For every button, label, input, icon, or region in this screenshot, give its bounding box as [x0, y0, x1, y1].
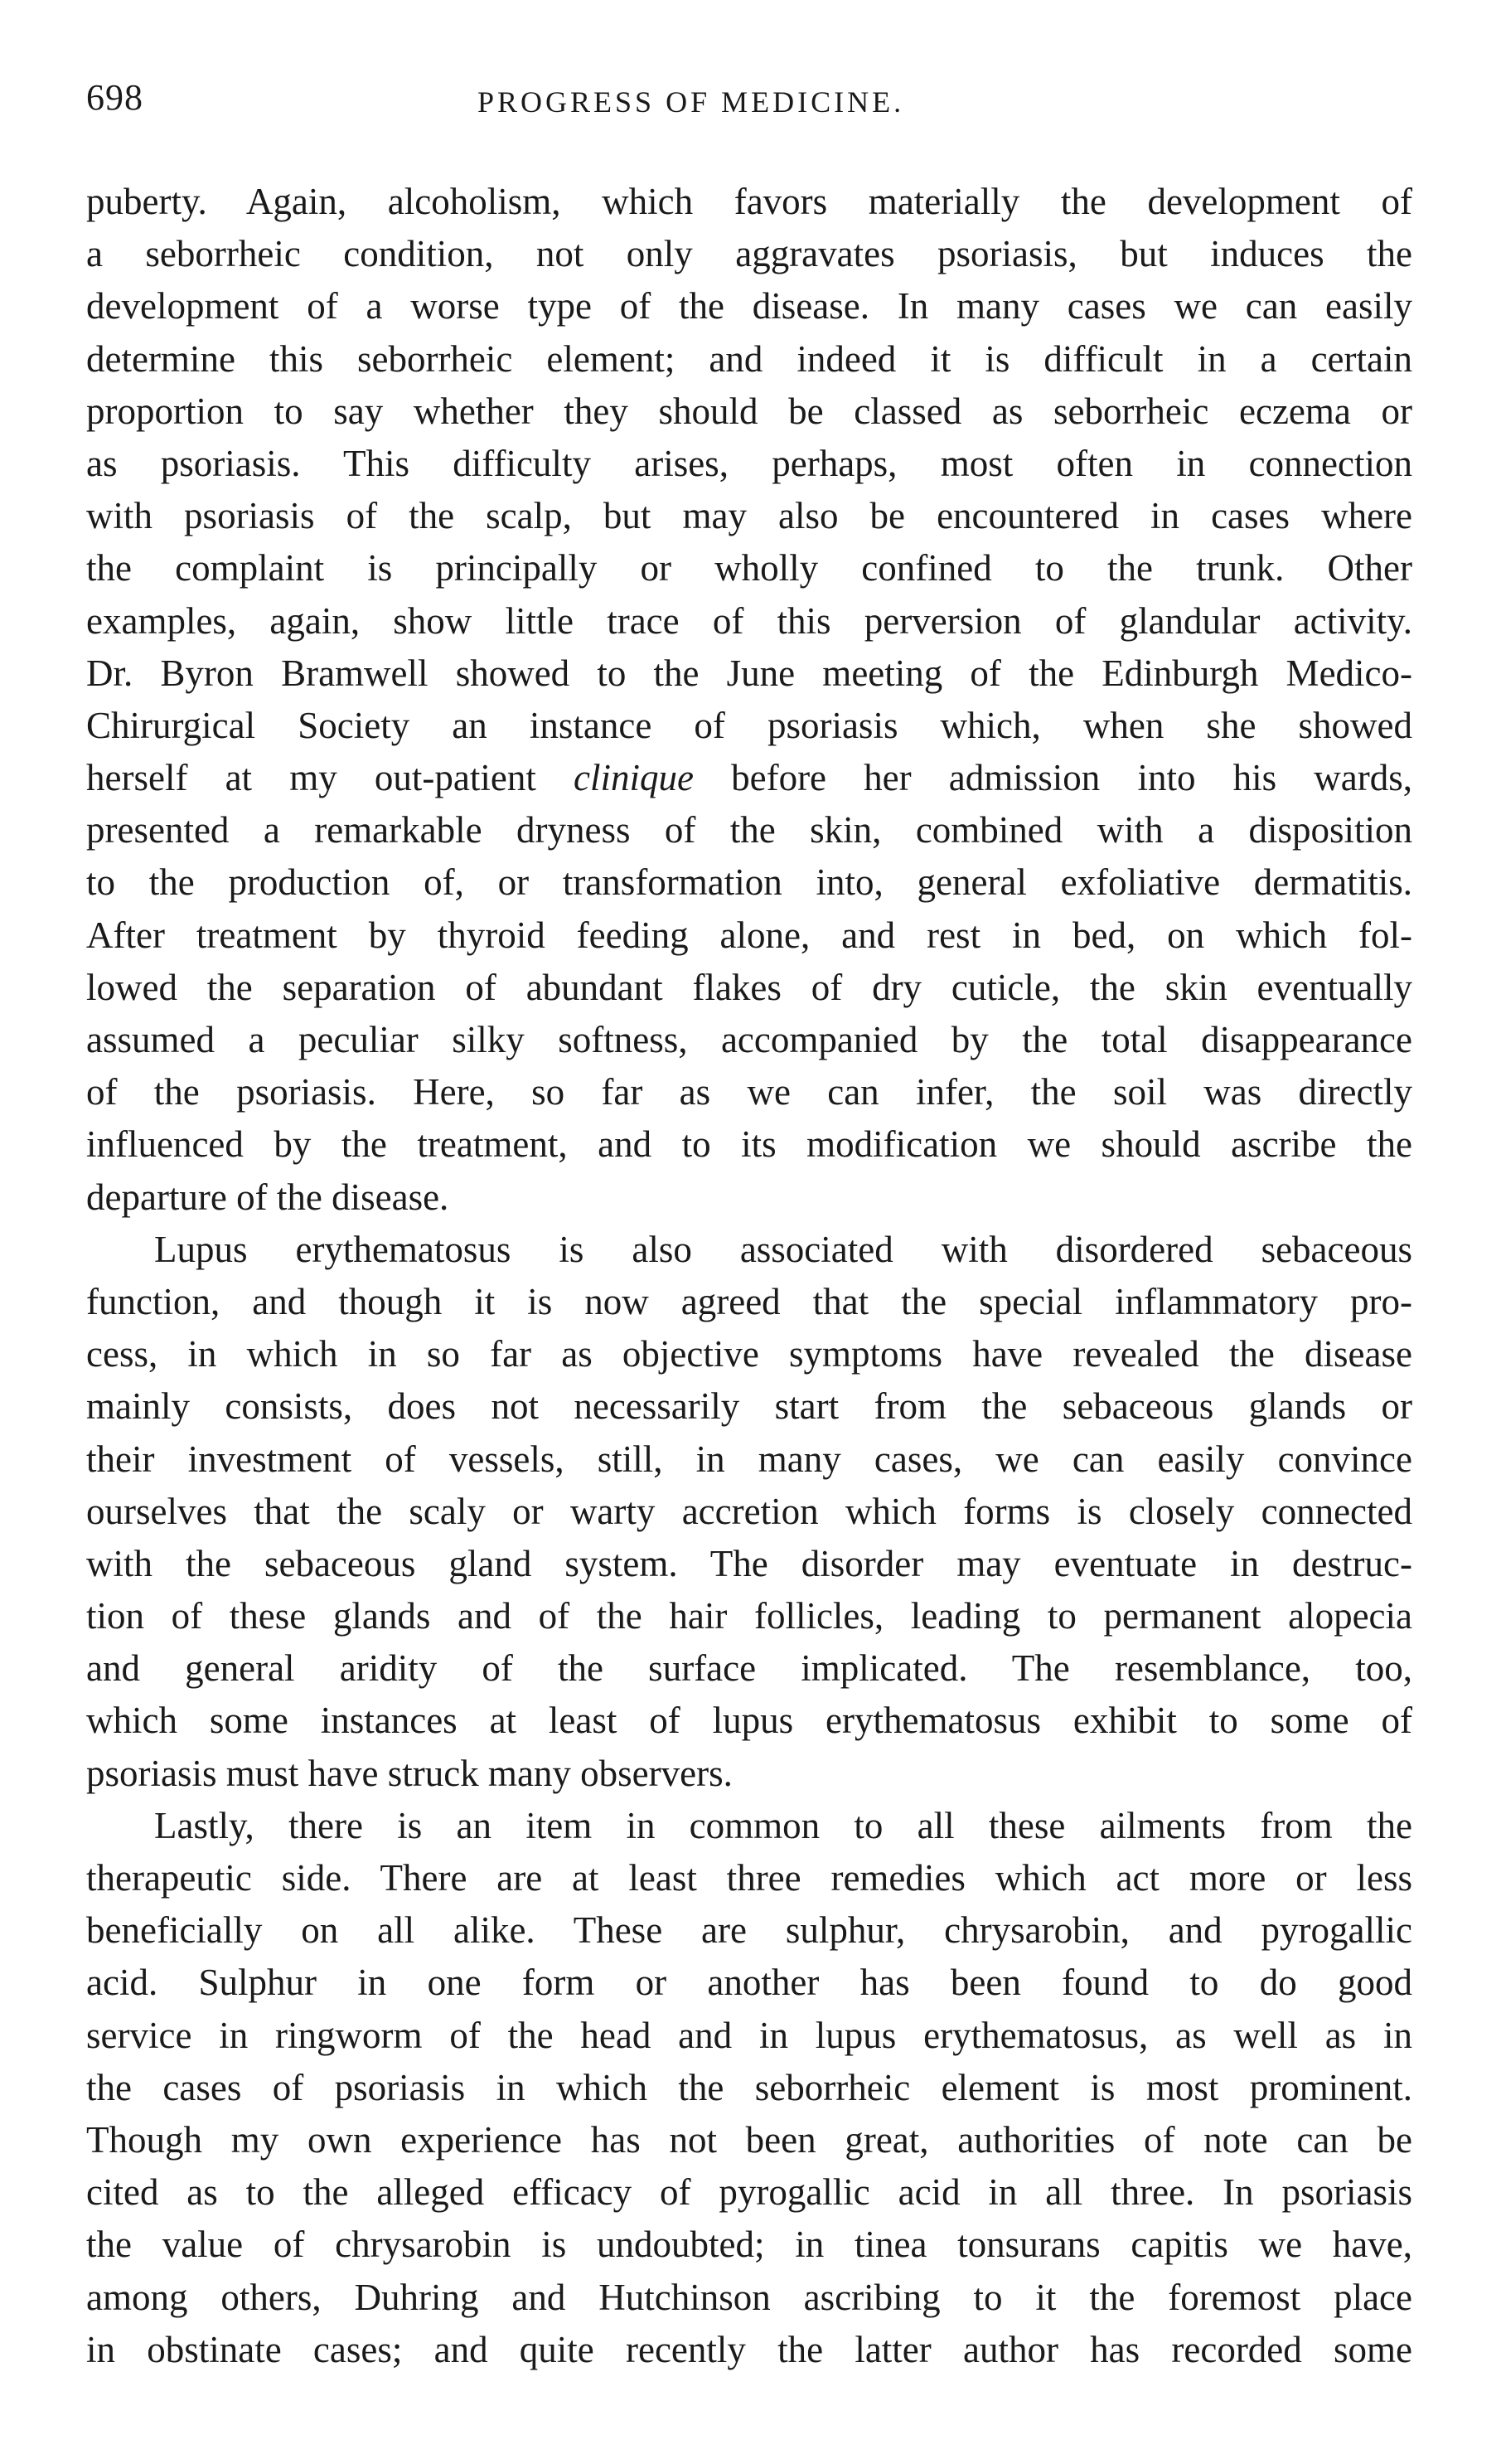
text-line: puberty. Again, alcoholism, which favors materially the development of	[86, 181, 1412, 222]
text-line: presented a remarkable dryness of the skin, combined with a disposition	[86, 809, 1412, 851]
text-line-with-italic: herself at my out-patient clinique before her admission into his wards,	[86, 757, 1412, 799]
text-line: psoriasis must have struck many observers.	[86, 1752, 733, 1794]
text-line: among others, Duhring and Hutchinson ascribing to it the foremost place	[86, 2276, 1412, 2318]
text-line: mainly consists, does not necessarily start from the sebaceous glands or	[86, 1385, 1412, 1428]
italic-word: clinique	[573, 757, 694, 799]
text-line: influenced by the treatment, and to its modification we should ascribe the	[86, 1123, 1412, 1166]
text-line: the value of chrysarobin is undoubted; in tinea tonsurans capitis we have,	[86, 2224, 1412, 2266]
text-line: of the psoriasis. Here, so far as we can infer, the soil was directly	[86, 1071, 1412, 1113]
text-line: Though my own experience has not been great, authorities of note can be	[86, 2118, 1412, 2161]
text-line: tion of these glands and of the hair follicles, leading to permanent alopecia	[86, 1595, 1412, 1637]
text-line: ourselves that the scaly or warty accretion which forms is closely connected	[86, 1490, 1412, 1532]
text-line: acid. Sulphur in one form or another has been found to do good	[86, 1962, 1412, 2004]
body-text	[86, 176, 1412, 2376]
text-line: which some instances at least of lupus erythematosus exhibit to some of	[86, 1700, 1412, 1742]
text-line: to the production of, or transformation into, general exfoliative dermatitis.	[86, 861, 1412, 904]
paragraph-3	[86, 1800, 1412, 2376]
text-line: departure of the disease.	[86, 1176, 449, 1218]
text-line: Dr. Byron Bramwell showed to the June meeting of the Edinburgh Medico-	[86, 652, 1412, 694]
text-line: with psoriasis of the scalp, but may also be encountered in cases where	[86, 495, 1412, 537]
text-line: as psoriasis. This difficulty arises, perhaps, most often in connection	[86, 442, 1412, 484]
text-line: proportion to say whether they should be classed as seborrheic eczema or	[86, 390, 1412, 432]
text-line: examples, again, show little trace of this perversion of glandular activity.	[86, 599, 1412, 642]
text-line: the cases of psoriasis in which the seborrheic element is most prominent.	[86, 2066, 1412, 2108]
text-line: determine this seborrheic element; and indeed it is difficult in a certain	[86, 337, 1412, 380]
text-line: Lupus erythematosus is also associated with disordered sebaceous	[154, 1228, 1412, 1270]
running-title: PROGRESS OF MEDICINE.	[477, 85, 905, 119]
text-line: service in ringworm of the head and in lupus erythematosus, as well as in	[86, 2014, 1412, 2056]
text-line: a seborrheic condition, not only aggravates psoriasis, but induces the	[86, 233, 1412, 275]
text-line: function, and though it is now agreed that the special inflammatory pro-	[86, 1280, 1412, 1322]
text-line: the complaint is principally or wholly confined to the trunk. Other	[86, 547, 1412, 589]
page-number: 698	[86, 77, 143, 118]
text-line: their investment of vessels, still, in many cases, we can easily convince	[86, 1438, 1412, 1480]
text-line: beneficially on all alike. These are sulphur, chrysarobin, and pyrogallic	[86, 1909, 1412, 1952]
text-line: Lastly, there is an item in common to all these ailments from the	[154, 1804, 1412, 1846]
text-line: development of a worse type of the disease. In many cases we can easily	[86, 285, 1412, 327]
paragraph-2	[86, 1224, 1412, 1800]
text-line: in obstinate cases; and quite recently the latter author has recorded some	[86, 2328, 1412, 2370]
text-line: After treatment by thyroid feeding alone, and rest in bed, on which fol-	[86, 914, 1412, 956]
paragraph-1	[86, 176, 1412, 1224]
text-line: cited as to the alleged efficacy of pyrogallic acid in all three. In psoriasis	[86, 2171, 1412, 2214]
text-line: lowed the separation of abundant flakes of dry cuticle, the skin eventually	[86, 966, 1412, 1008]
running-head	[86, 76, 1418, 126]
text-line: therapeutic side. There are at least three remedies which act more or less	[86, 1857, 1412, 1899]
text-line: Chirurgical Society an instance of psoriasis which, when she showed	[86, 704, 1412, 746]
text-line: with the sebaceous gland system. The disorder may eventuate in destruc-	[86, 1542, 1412, 1584]
text-line: and general aridity of the surface implicated. The resemblance, too,	[86, 1647, 1412, 1690]
text-line: assumed a peculiar silky softness, accompanied by the total disappearance	[86, 1019, 1412, 1060]
text-line: cess, in which in so far as objective symptoms have revealed the disease	[86, 1333, 1412, 1375]
